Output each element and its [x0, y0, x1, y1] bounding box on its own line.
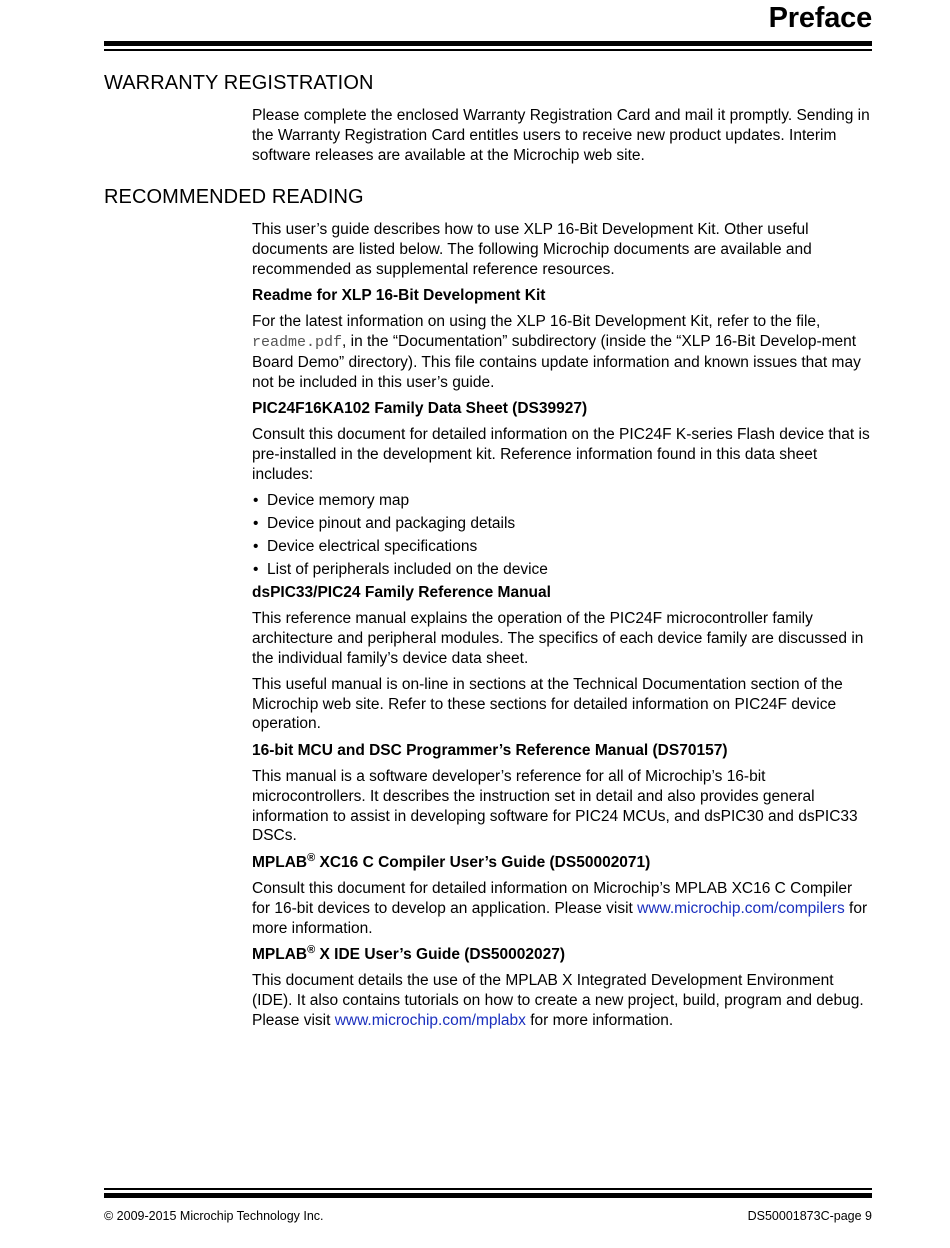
xc16-text-a: Consult this document for detailed information on Microchip’s MPLAB XC16 C Compiler for 16-bit devices to develop an application. Please visit: [252, 879, 853, 917]
mplabx-title-b: X IDE User’s Guide (DS50002027): [315, 945, 566, 963]
mplabx-title-a: MPLAB: [252, 945, 308, 963]
bullet-glyph: •: [253, 514, 259, 532]
xc16-title-b: XC16 C Compiler User’s Guide (DS50002071): [315, 853, 651, 871]
registered-mark: ®: [307, 943, 316, 956]
mplabx-link[interactable]: www.microchip.com/mplabx: [334, 1011, 526, 1029]
footer-rule-thick: [104, 1193, 872, 1198]
datasheet-list: [252, 491, 874, 579]
frm-text-1: This reference manual explains the operation of the PIC24F microcontroller family architecture and peripheral modules. The specifics of each device family are discussed in the individual family’s device data sheet.: [252, 609, 864, 667]
header-rule-thick: [104, 41, 872, 46]
datasheet-text: Consult this document for detailed information on the PIC24F K-series Flash device that is pre-installed in the development kit. Reference information found in this data sheet includes:: [252, 426, 870, 483]
mplabx-text-b: for more information.: [525, 1011, 674, 1029]
mplabx-paragraph: [252, 971, 874, 1030]
list-item: [252, 491, 874, 511]
list-item-text: Device electrical specifications: [267, 537, 478, 555]
mplabx-title: [252, 945, 874, 965]
footer-rule-thin: [104, 1188, 872, 1190]
list-item: [252, 514, 874, 534]
list-item: [252, 537, 874, 557]
warranty-heading: WARRANTY REGISTRATION: [104, 72, 374, 94]
readme-text-b: , in the “Documentation” subdirectory (inside the “XLP 16-Bit Develop-ment Board Demo” directory). This file contains update information and known issues that may not be included in this user’s guide.: [252, 332, 861, 391]
frm-text-2: This useful manual is on-line in sections at the Technical Documentation section of the Microchip web site. Refer to these sections for detailed information on PIC24F device operation.: [252, 675, 843, 733]
registered-mark: ®: [307, 851, 316, 864]
compilers-link[interactable]: www.microchip.com/compilers: [637, 899, 845, 917]
list-item-text: Device pinout and packaging details: [267, 514, 516, 532]
xc16-title: [252, 853, 874, 873]
bullet-glyph: •: [253, 492, 259, 510]
reading-intro: This user’s guide describes how to use XLP 16-Bit Development Kit. Other useful documents are listed below. The following Microchip documents are available and recommended as supplemental reference resources.: [252, 221, 812, 278]
list-item-text: Device memory map: [267, 492, 410, 510]
list-item: [252, 560, 874, 580]
readme-title: Readme for XLP 16-Bit Development Kit: [252, 286, 546, 304]
footer-copyright: © 2009-2015 Microchip Technology Inc.: [104, 1209, 324, 1223]
readme-paragraph: [252, 312, 874, 392]
bullet-glyph: •: [253, 537, 259, 555]
readme-filename: readme.pdf: [252, 333, 343, 351]
readme-text-a: For the latest information on using the XLP 16-Bit Development Kit, refer to the file,: [252, 313, 821, 331]
xc16-title-a: MPLAB: [252, 853, 308, 871]
footer-page-ref: DS50001873C-page 9: [747, 1209, 872, 1223]
page-header-title: Preface: [768, 2, 872, 34]
prm-title: 16-bit MCU and DSC Programmer’s Reference Manual (DS70157): [252, 741, 728, 759]
xc16-text-b: for more information.: [252, 899, 868, 937]
header-rule-thin: [104, 49, 872, 51]
warranty-text: Please complete the enclosed Warranty Registration Card and mail it promptly. Sending in the Warranty Registration Card entitles users to receive new product updates. Interim software releases are available at the Microchip web site.: [252, 107, 870, 164]
reading-body: [252, 220, 874, 1037]
list-item-text: List of peripherals included on the device: [267, 560, 548, 578]
frm-title: dsPIC33/PIC24 Family Reference Manual: [252, 583, 551, 601]
bullet-glyph: •: [253, 560, 259, 578]
reading-heading: RECOMMENDED READING: [104, 186, 364, 208]
datasheet-title: PIC24F16KA102 Family Data Sheet (DS39927): [252, 399, 588, 417]
prm-text: This manual is a software developer’s reference for all of Microchip’s 16-bit microcontrollers. It describes the instruction set in detail and also provides general information to assist in developing software for PIC24 MCUs, and dsPIC30 and dsPIC33 DSCs.: [252, 768, 858, 845]
mplabx-text-a: This document details the use of the MPLAB X Integrated Development Environment (IDE). It also contains tutorials on how to create a new project, build, program and debug. Please visit: [252, 972, 864, 1029]
warranty-body: [252, 106, 874, 172]
xc16-paragraph: [252, 879, 874, 938]
